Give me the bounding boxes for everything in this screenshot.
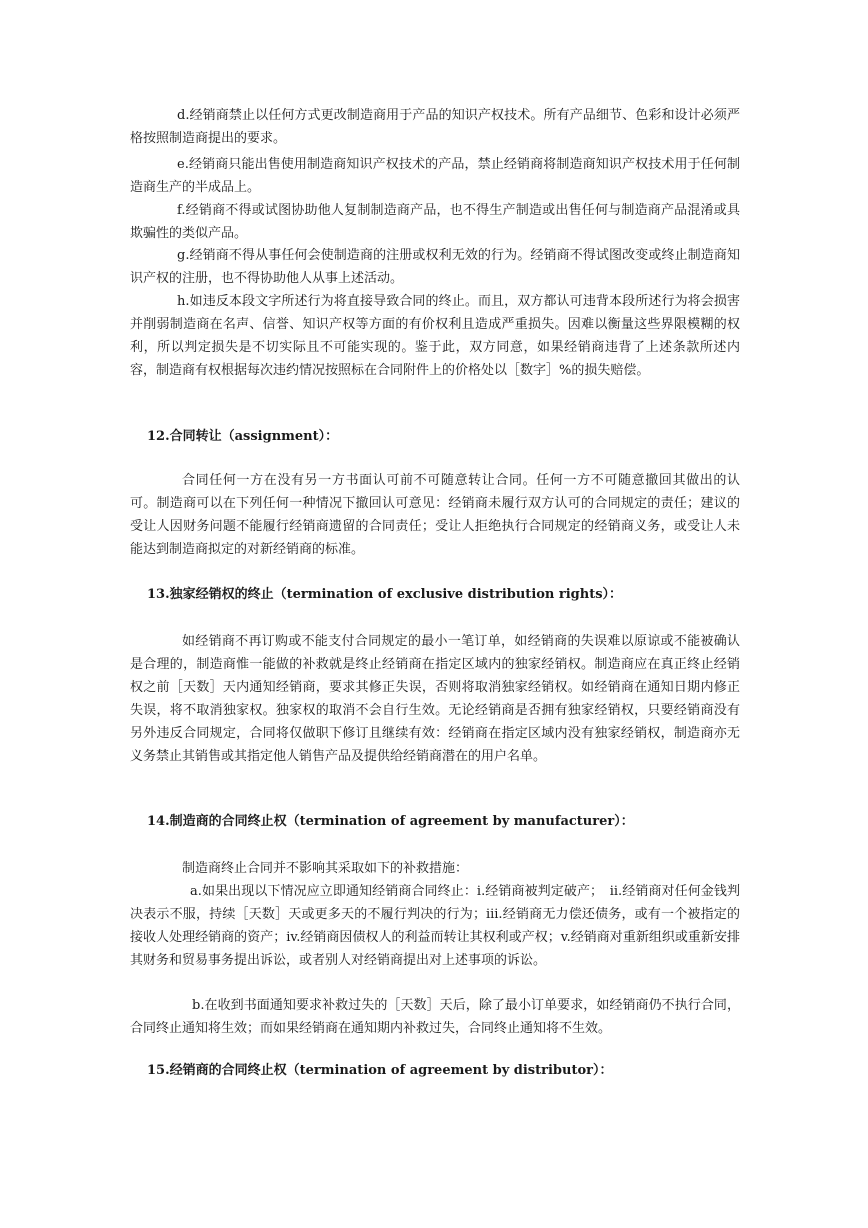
paragraph-d: d.经销商禁止以任何方式更改制造商用于产品的知识产权技术。所有产品细节、色彩和设计必须严格按照制造商提出的要求。 bbox=[130, 108, 740, 146]
paragraph-e: e.经销商只能出售使用制造商知识产权技术的产品，禁止经销商将制造商知识产权技术用于任何制造商生产的半成品上。 bbox=[130, 157, 740, 195]
section-13-body: 如经销商不再订购或不能支付合同规定的最小一笔订单，如经销商的失误难以原谅或不能被确认是合理的，制造商惟一能做的补救就是终止经销商在指定区域内的独家经销权。制造商应在真正终止经销权之前［天数］天内通知经销商，要求其修正失误，否则将取消独家经销权。如经销商在通知日期内修正失误，将不取消独家权。独家权的取消不会自行生效。无论经销商是否拥有独家经销权，只要经销商没有另外违反合同规定，合同将仅做职下修订且继续有效：经销商在指定区域内没有独家经销权，制造商亦无义务禁止其销售或其指定他人销售产品及提供给经销商潜在的用户名单。 bbox=[130, 634, 740, 764]
paragraph-h: h.如违反本段文字所述行为将直接导致合同的终止。而且，双方都认可违背本段所述行为将会损害并削弱制造商在名声、信誉、知识产权等方面的有价权利且造成严重损失。因难以衡量这些界限模糊的权利，所以判定损失是不切实际且不可能实现的。鉴于此，双方同意，如果经销商违背了上述条款所述内容，制造商有权根据每次违约情况按照标在合同附件上的价格处以［数字］%的损失赔偿。 bbox=[130, 294, 740, 378]
section-14-heading: 14.制造商的合同终止权（termination of agreement by manufacturer）： bbox=[147, 814, 634, 829]
paragraph-f: f.经销商不得或试图协助他人复制制造商产品，也不得生产制造或出售任何与制造商产品混淆或具欺骗性的类似产品。 bbox=[130, 203, 740, 241]
section-14-item-a: a.如果出现以下情况应立即通知经销商合同终止：i.经销商被判定破产； ii.经销商对任何金钱判决表示不服，持续［天数］天或更多天的不履行判决的行为；iii.经销商无力偿还债务，或有一个被指定的接收人处理经销商的资产；iv.经销商因债权人的利益而转让其权利或产权；v.经销商对重新组织或重新安排其财务和贸易事务提出诉讼，或者别人对经销商提出对上述事项的诉讼。 bbox=[130, 884, 740, 968]
section-12-body: 合同任何一方在没有另一方书面认可前不可随意转让合同。任何一方不可随意撤回其做出的认可。制造商可以在下列任何一种情况下撤回认可意见：经销商未履行双方认可的合同规定的责任；建议的受让人因财务问题不能履行经销商遗留的合同责任；受让人拒绝执行合同规定的经销商义务，或受让人未能达到制造商拟定的对新经销商的标准。 bbox=[130, 473, 740, 557]
section-13-heading: 13.独家经销权的终止（termination of exclusive distribution rights）： bbox=[147, 587, 623, 602]
section-14-item-b: b.在收到书面通知要求补救过失的［天数］天后，除了最小订单要求，如经销商仍不执行合同，合同终止通知将生效；而如果经销商在通知期内补救过失，合同终止通知将不生效。 bbox=[130, 998, 740, 1036]
section-14-intro: 制造商终止合同并不影响其采取如下的补救措施： bbox=[182, 861, 469, 876]
section-15-heading: 15.经销商的合同终止权（termination of agreement by distributor）： bbox=[147, 1063, 613, 1078]
section-12-heading: 12.合同转让（assignment）： bbox=[147, 429, 339, 444]
paragraph-g: g.经销商不得从事任何会使制造商的注册或权利无效的行为。经销商不得试图改变或终止制造商知识产权的注册，也不得协助他人从事上述活动。 bbox=[130, 248, 740, 286]
